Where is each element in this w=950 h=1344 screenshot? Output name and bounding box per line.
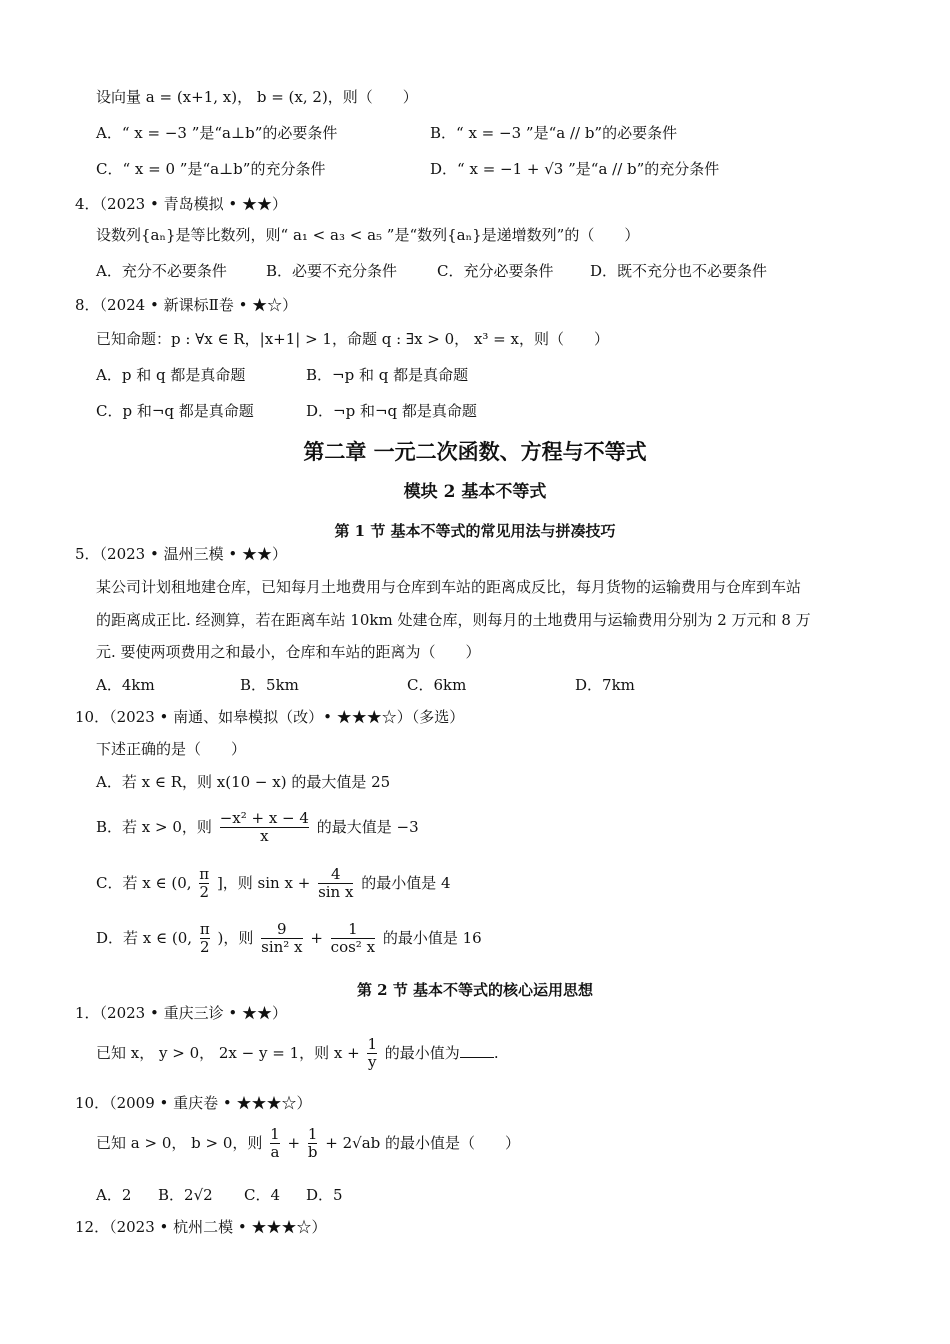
q10a-b-fraction xyxy=(220,810,309,846)
q10a-b-numerator: −x² + x − 4 xyxy=(219,809,309,827)
module-title: 模块 2 基本不等式 xyxy=(403,482,547,502)
q10b-suffix: 的最小值是（ ） xyxy=(385,1133,521,1152)
q10b-option-a: A．2 xyxy=(96,1186,132,1204)
q10a-c-denominator: sin x xyxy=(318,883,354,902)
q3-stem: 设向量 a = (x+1, x)， b = (x, 2)，则（ ） xyxy=(96,88,418,106)
q10a-d-numerator-2: 1 xyxy=(348,920,358,938)
q10b-denominator-1: a xyxy=(270,1143,280,1162)
q4-option-d: D．既不充分也不必要条件 xyxy=(590,262,768,280)
q10a-d-prefix: D．若 x ∈ (0, xyxy=(96,928,193,947)
q5-option-b: B．5km xyxy=(240,676,299,694)
q3-option-c: C．“ x = 0 ”是“a⊥b”的充分条件 xyxy=(96,160,326,178)
chapter-title: 第二章 一元二次函数、方程与不等式 xyxy=(303,439,647,464)
q10b-middle: + 2√ab xyxy=(325,1133,381,1152)
q8-stem: 已知命题：p : ∀x ∈ R，|x+1| > 1，命题 q : ∃x > 0， x³ = x，则（ ） xyxy=(96,330,609,348)
q5-header: 5．（2023 • 温州三模 • ★★） xyxy=(75,545,287,563)
q10b-option-c: C．4 xyxy=(244,1186,281,1204)
q4-option-c: C．充分必要条件 xyxy=(437,262,554,280)
q1-denominator: y xyxy=(368,1053,377,1072)
q8-header: 8．（2024 • 新课标Ⅱ卷 • ★☆） xyxy=(75,296,298,314)
q1-prefix: 已知 x， y > 0， 2x − y = 1，则 x + xyxy=(96,1043,360,1062)
q10a-option-b xyxy=(96,810,419,846)
q1-fraction xyxy=(367,1036,377,1072)
q10a-d-denominator-2: cos² x xyxy=(330,938,376,957)
q10a-c-prefix: C．若 x ∈ (0, xyxy=(96,873,192,892)
q10a-option-c xyxy=(96,866,451,902)
q12-header: 12．（2023 • 杭州二模 • ★★★☆） xyxy=(75,1218,327,1236)
section1-title: 第 1 节 基本不等式的常见用法与拼凑技巧 xyxy=(334,522,616,540)
q1-numerator: 1 xyxy=(367,1035,378,1053)
q3-option-a: A．“ x = −3 ”是“a⊥b”的必要条件 xyxy=(96,124,338,142)
q10a-d-denominator-1: sin² x xyxy=(261,938,303,957)
q10a-option-d xyxy=(96,921,482,957)
q5-line-2: 的距离成正比. 经测算，若在距离车站 10km 处建仓库，则每月的土地费用与运输费用分别为 2 万元和 8 万 xyxy=(96,611,811,629)
q10b-stem: 已知 a > 0， b > 0，则 $\frac{1}{a}$ + $\frac{1}{b}$ + 2√ab 的最小值是（ ） xyxy=(96,1125,521,1162)
q5-option-a: A．4km xyxy=(96,676,155,694)
q10a-d-fraction-2 xyxy=(331,921,375,957)
q5-option-c: C．6km xyxy=(407,676,467,694)
q5-line-3: 元. 要使两项费用之和最小，仓库和车站的距离为（ ） xyxy=(96,643,481,661)
q10a-d-middle: )，则 xyxy=(217,928,254,947)
q10b-fraction-1 xyxy=(270,1126,280,1162)
q1-suffix: 的最小值为 xyxy=(384,1043,460,1062)
q10a-c-middle: ]，则 sin x + xyxy=(216,873,311,892)
q10a-c-pi-numerator: π xyxy=(199,865,210,883)
q10a-header: 10．（2023 • 南通、如皋模拟（改）• ★★★☆）（多选） xyxy=(75,708,465,726)
q8-option-d: D．¬p 和¬q 都是真命题 xyxy=(306,402,477,420)
q10b-option-b: B．2√2 xyxy=(158,1186,213,1204)
q10b-prefix: 已知 a > 0， b > 0，则 xyxy=(96,1133,263,1152)
q10a-d-pi-numerator: π xyxy=(199,920,210,938)
q10a-b-denominator: x xyxy=(220,827,309,845)
q10a-b-suffix: 的最大值是 −3 xyxy=(316,817,419,836)
q10b-numerator-2: 1 xyxy=(307,1125,318,1143)
q10b-numerator-1: 1 xyxy=(270,1125,280,1143)
q4-option-b: B．必要不充分条件 xyxy=(266,262,398,280)
q10a-d-numerator-1: 9 xyxy=(277,920,287,938)
q5-line-1: 某公司计划租地建仓库，已知每月土地费用与仓库到车站的距离成反比，每月货物的运输费用与仓库到车站 xyxy=(96,578,802,596)
q10a-c-pi-denominator: 2 xyxy=(199,883,209,902)
q5-option-d: D．7km xyxy=(575,676,635,694)
section2-title: 第 2 节 基本不等式的核心运用思想 xyxy=(356,981,594,999)
q10b-denominator-2: b xyxy=(307,1143,318,1162)
q10a-c-fraction xyxy=(318,866,353,902)
q10a-option-a: A．若 x ∈ R，则 x(10 − x) 的最大值是 25 xyxy=(96,773,391,791)
q10b-header: 10．（2009 • 重庆卷 • ★★★☆） xyxy=(75,1094,312,1112)
q4-stem: 设数列{aₙ}是等比数列，则“ a₁ < a₃ < a₅ ”是“数列{aₙ}是递增数列”的（ ） xyxy=(96,226,640,244)
q10a-d-fraction-1 xyxy=(261,921,302,957)
q10b-option-d: D．5 xyxy=(306,1186,343,1204)
answer-blank xyxy=(460,1043,494,1058)
q10a-stem: 下述正确的是（ ） xyxy=(96,740,247,758)
q10a-d-pi-fraction xyxy=(200,921,210,957)
q8-option-b: B．¬p 和 q 都是真命题 xyxy=(306,366,469,384)
q3-option-b: B．“ x = −3 ”是“a // b”的必要条件 xyxy=(430,124,678,142)
q4-option-a: A．充分不必要条件 xyxy=(96,262,227,280)
q8-option-c: C．p 和¬q 都是真命题 xyxy=(96,402,254,420)
q4-header: 4．（2023 • 青岛模拟 • ★★） xyxy=(75,195,287,213)
q10a-c-numerator: 4 xyxy=(330,865,341,883)
q10a-c-suffix: 的最小值是 4 xyxy=(361,873,451,892)
q10b-fraction-2 xyxy=(308,1126,318,1162)
q10a-d-suffix: 的最小值是 16 xyxy=(382,928,482,947)
q10a-c-pi-fraction xyxy=(199,866,209,902)
q1-stem: 已知 x， y > 0， 2x − y = 1，则 x + $\frac{1}{y}$ 的最小值为 . xyxy=(96,1035,499,1072)
q3-option-d: D．“ x = −1 + √3 ”是“a // b”的充分条件 xyxy=(430,160,720,178)
q10a-d-plus: + xyxy=(310,928,323,947)
q1-header: 1．（2023 • 重庆三诊 • ★★） xyxy=(75,1004,287,1022)
q10a-b-prefix: B．若 x > 0，则 xyxy=(96,817,212,836)
q8-option-a: A．p 和 q 都是真命题 xyxy=(96,366,246,384)
q10a-d-pi-denominator: 2 xyxy=(200,938,210,957)
